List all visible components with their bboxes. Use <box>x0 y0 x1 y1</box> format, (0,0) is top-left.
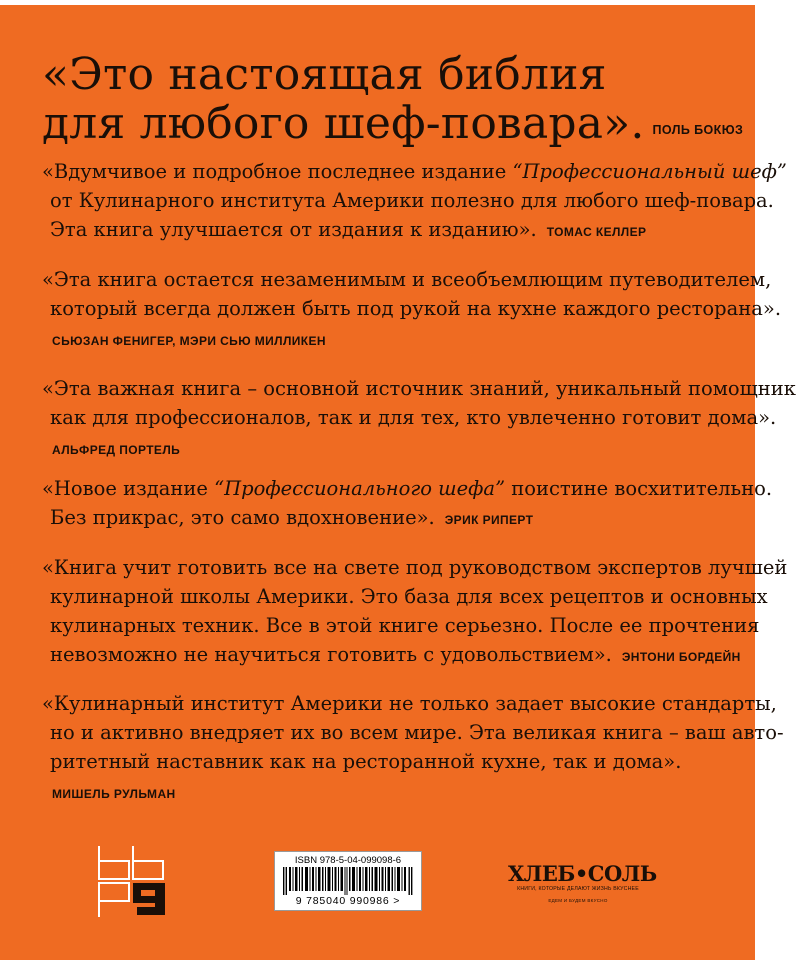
bbpg-logo-icon <box>96 843 170 919</box>
headline-quote-text: для любого шеф-повара». <box>42 98 645 149</box>
quote-text: как для профессионалов, так и для тех, кто увлеченно готовит дома». <box>50 406 777 429</box>
footer <box>0 843 755 923</box>
quote-text: «Кулинарный институт Америки не только задает высокие стандарты, <box>42 692 777 715</box>
headline-quote-line-1: «Это настоящая библия <box>42 49 607 100</box>
quote-text: Без прикрас, это само вдохновение». <box>50 506 435 529</box>
quote-text: ритетный наставник как на ресторанной кухне, так и дома». <box>50 750 682 773</box>
quote-text: но и активно внедряет их во всем мире. Эта великая книга – ваш авто- <box>50 721 784 744</box>
quote-author: МИШЕЛЬ РУЛЬМАН <box>52 787 176 801</box>
quote-text: который всегда должен быть под рукой на кухне каждого ресторана». <box>50 297 782 320</box>
back-cover <box>0 5 796 960</box>
isbn-label: ISBN 978-5-04-099098-6 <box>294 855 402 866</box>
quote-text: поистине восхитительно. <box>505 477 773 500</box>
quote-feniger-milliken <box>42 265 781 356</box>
quote-text: кулинарной школы Америки. Это база для всех рецептов и основных <box>50 585 768 608</box>
barcode-bars-icon <box>283 867 413 895</box>
publisher-name: ХЛЕБ•СОЛЬ <box>508 861 657 886</box>
quote-ripert <box>42 474 772 535</box>
headline-quote-line-2 <box>42 100 743 154</box>
quote-text: «Новое издание <box>42 477 215 500</box>
quote-keller <box>42 157 787 247</box>
quote-text: невозможно не научиться готовить с удовольствием». <box>50 643 612 666</box>
quote-text: «Книга учит готовить все на свете под руководством экспертов лучшей <box>42 556 788 579</box>
book-title: “Профессиональный шеф” <box>512 160 787 183</box>
quote-portel <box>42 374 796 465</box>
quote-text: от Кулинарного института Америки полезно для любого шеф-повара. <box>50 189 774 212</box>
quote-author: СЬЮЗАН ФЕНИГЕР, МЭРИ СЬЮ МИЛЛИКЕН <box>52 334 326 348</box>
publisher-logo <box>508 861 657 923</box>
quote-author: ТОМАС КЕЛЛЕР <box>546 225 647 239</box>
quote-author: АЛЬФРЕД ПОРТЕЛЬ <box>52 443 181 457</box>
quote-ruhlman <box>42 689 784 809</box>
publisher-tagline: КНИГИ, КОТОРЫЕ ДЕЛАЮТ ЖИЗНЬ ВКУСНЕЕ <box>517 886 639 892</box>
quote-author: ЭРИК РИПЕРТ <box>444 513 534 527</box>
quote-text: «Эта книга остается незаменимым и всеобъемлющим путеводителем, <box>42 268 772 291</box>
quote-text: Эта книга улучшается от издания к изданию». <box>50 218 537 241</box>
book-title: “Профессионального шефа” <box>214 477 506 500</box>
quote-text: «Эта важная книга – основной источник знаний, уникальный помощник <box>42 377 796 400</box>
quote-bourdain <box>42 553 787 672</box>
quote-text: «Вдумчивое и подробное последнее издание <box>42 160 513 183</box>
isbn-barcode <box>274 851 422 911</box>
isbn-number: 9 785040 990986 > <box>295 895 401 907</box>
quote-author: ЭНТОНИ БОРДЕЙН <box>621 650 741 664</box>
headline-author: ПОЛЬ БОКЮЗ <box>652 123 744 137</box>
publisher-subline: ЕДЕМ И БУДЕМ ВКУСНО <box>548 898 608 903</box>
quote-text: кулинарных техник. Все в этой книге серьезно. После ее прочтения <box>50 614 760 637</box>
